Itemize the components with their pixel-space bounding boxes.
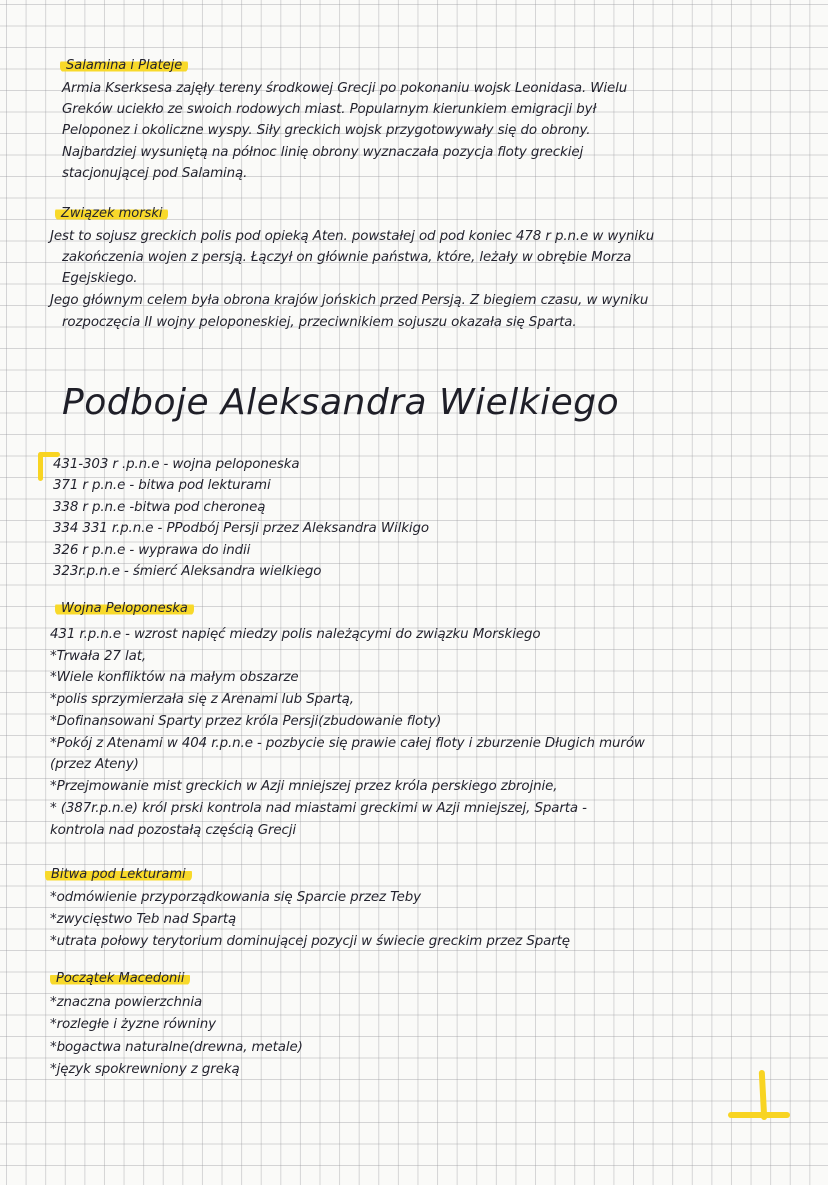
text-line: *rozległe i żyzne równiny bbox=[50, 1017, 216, 1032]
text-line: Jest to sojusz greckich polis pod opieką Aten. powstałej od pod koniec 478 r p.n.e w wyniku bbox=[50, 229, 655, 244]
text-line: kontrola nad pozostałą częścią Grecji bbox=[50, 823, 297, 838]
text-line: *odmówienie przyporządkowania się Sparcie przez Teby bbox=[50, 890, 421, 905]
timeline-item: 334 331 r.p.n.e - PPodbój Persji przez Aleksandra Wilkigo bbox=[53, 521, 429, 536]
text-line: Najbardziej wysuniętą na północ linię obrony wyznaczała pozycja floty greckiej bbox=[62, 145, 584, 160]
timeline-item: 326 r p.n.e - wyprawa do indii bbox=[53, 543, 251, 558]
text-line: *zwycięstwo Teb nad Spartą bbox=[50, 912, 237, 927]
text-line: rozpoczęcia II wojny peloponeskiej, przeciwnikiem sojuszu okazała się Sparta. bbox=[62, 315, 577, 330]
section-heading: Związek morski bbox=[55, 206, 168, 221]
text-line: *Dofinansowani Sparty przez króla Persji(zbudowanie floty) bbox=[50, 714, 442, 729]
timeline-item: 431-303 r .p.n.e - wojna peloponeska bbox=[53, 457, 300, 472]
text-line: *polis sprzymierzała się z Arenami lub Spartą, bbox=[50, 692, 354, 707]
text-line: *znaczna powierzchnia bbox=[50, 995, 203, 1010]
section-heading: Salamina i Plateje bbox=[60, 58, 188, 73]
text-line: *Przejmowanie mist greckich w Azji mniejszej przez króla perskiego zbrojnie, bbox=[50, 779, 558, 794]
text-line: *Wiele konfliktów na małym obszarze bbox=[50, 670, 299, 685]
text-line: *bogactwa naturalne(drewna, metale) bbox=[50, 1040, 303, 1055]
text-line: Armia Kserksesa zajęły tereny środkowej Grecji po pokonaniu wojsk Leonidasa. Wielu bbox=[62, 81, 628, 96]
text-line: (przez Ateny) bbox=[50, 757, 139, 772]
text-line: zakończenia wojen z persją. Łączył on głównie państwa, które, leżały w obrębie Morza bbox=[62, 250, 632, 265]
text-line: *utrata połowy terytorium dominującej pozycji w świecie greckim przez Spartę bbox=[50, 934, 570, 949]
timeline-item: 323r.p.n.e - śmierć Aleksandra wielkiego bbox=[53, 564, 322, 579]
section-heading: Bitwa pod Lekturami bbox=[45, 867, 192, 882]
bracket-mark-vertical bbox=[38, 453, 43, 481]
timeline-item: 371 r p.n.e - bitwa pod lekturami bbox=[53, 478, 271, 493]
text-line: *język spokrewniony z greką bbox=[50, 1062, 240, 1077]
text-line: Egejskiego. bbox=[62, 271, 138, 286]
text-line: *Trwała 27 lat, bbox=[50, 649, 147, 664]
corner-mark-horizontal bbox=[728, 1112, 790, 1118]
text-line: Peloponez i okoliczne wyspy. Siły greckich wojsk przygotowywały się do obrony. bbox=[62, 123, 591, 138]
section-heading: Wojna Peloponeska bbox=[55, 601, 194, 616]
text-line: * (387r.p.n.e) król prski kontrola nad miastami greckimi w Azji mniejszej, Sparta - bbox=[50, 801, 587, 816]
text-line: Jego głównym celem była obrona krajów jońskich przed Persją. Z biegiem czasu, w wyniku bbox=[50, 293, 649, 308]
text-line: *Pokój z Atenami w 404 r.p.n.e - pozbycie się prawie całej floty i zburzenie Długich murów bbox=[50, 736, 645, 751]
text-line: stacjonującej pod Salaminą. bbox=[62, 166, 248, 181]
page-title: Podboje Aleksandra Wielkiego bbox=[62, 382, 620, 423]
text-line: 431 r.p.n.e - wzrost napięć miedzy polis należącymi do związku Morskiego bbox=[50, 627, 541, 642]
timeline-item: 338 r p.n.e -bitwa pod cheroneą bbox=[53, 500, 266, 515]
text-line: Greków uciekło ze swoich rodowych miast. Popularnym kierunkiem emigracji był bbox=[62, 102, 597, 117]
section-heading: Początek Macedonii bbox=[50, 971, 190, 986]
